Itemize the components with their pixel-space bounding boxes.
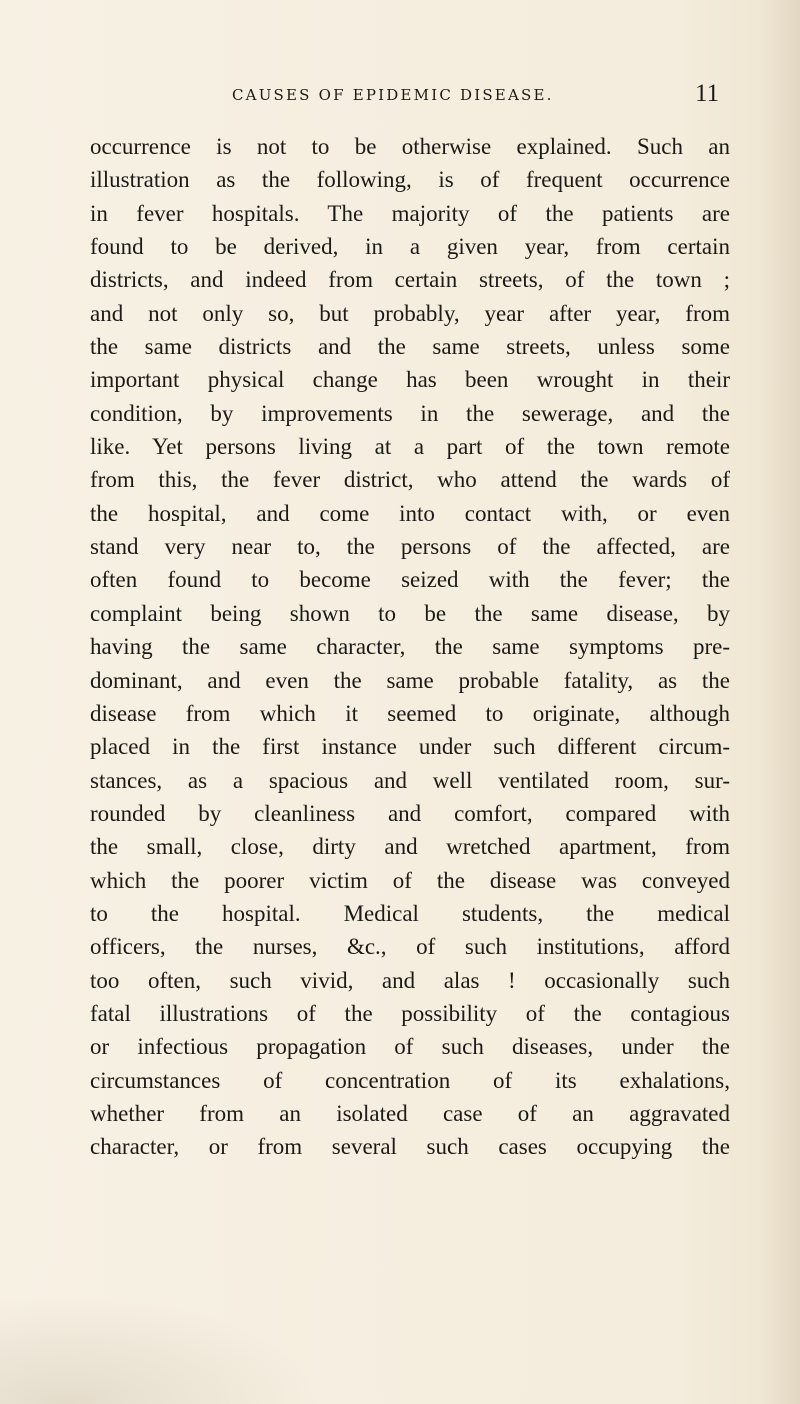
text-line: in fever hospitals. The majority of the patients are <box>90 200 730 226</box>
page-number: 11 <box>695 80 720 107</box>
text-line: the hospital, and come into contact with, or even <box>90 500 730 526</box>
text-line: stances, as a spacious and well ventilated room, sur- <box>90 767 730 793</box>
text-line: districts, and indeed from certain streets, of the town ; <box>90 267 730 293</box>
text-line: from this, the fever district, who attend the wards of <box>90 467 730 493</box>
text-line: fatal illustrations of the possibility of the contagious <box>90 1000 730 1026</box>
text-line: often found to become seized with the fever; the <box>90 567 730 593</box>
page-smudge <box>0 1294 320 1404</box>
text-line: which the poorer victim of the disease was conveyed <box>90 867 730 893</box>
body-text <box>90 130 730 1164</box>
text-line: the same districts and the same streets, unless some <box>90 334 730 360</box>
text-line: the small, close, dirty and wretched apartment, from <box>90 834 730 860</box>
text-line: dominant, and even the same probable fatality, as the <box>90 667 730 693</box>
text-line: disease from which it seemed to originate, although <box>90 700 730 726</box>
text-line: rounded by cleanliness and comfort, compared with <box>90 800 730 826</box>
text-line: character, or from several such cases occupying the <box>90 1134 730 1160</box>
page-edge-shadow <box>760 0 800 1404</box>
text-line: important physical change has been wrought in their <box>90 367 730 393</box>
text-line: officers, the nurses, &c., of such institutions, afford <box>90 934 730 960</box>
text-line: condition, by improvements in the sewerage, and the <box>90 400 730 426</box>
text-line: placed in the first instance under such different circum- <box>90 734 730 760</box>
text-line: found to be derived, in a given year, from certain <box>90 234 730 260</box>
text-line: to the hospital. Medical students, the medical <box>90 900 730 926</box>
text-line: stand very near to, the persons of the affected, are <box>90 534 730 560</box>
text-line: circumstances of concentration of its exhalations, <box>90 1067 730 1093</box>
running-head: CAUSES OF EPIDEMIC DISEASE. <box>232 86 554 104</box>
text-line: and not only so, but probably, year after year, from <box>90 300 730 326</box>
text-line: like. Yet persons living at a part of the town remote <box>90 434 730 460</box>
text-line: having the same character, the same symptoms pre- <box>90 634 730 660</box>
text-line: occurrence is not to be otherwise explained. Such an <box>90 134 730 159</box>
text-line: complaint being shown to be the same disease, by <box>90 600 730 626</box>
text-line: or infectious propagation of such diseases, under the <box>90 1034 730 1060</box>
text-line: illustration as the following, is of frequent occurrence <box>90 167 730 193</box>
text-line: too often, such vivid, and alas ! occasionally such <box>90 967 730 993</box>
text-line: whether from an isolated case of an aggravated <box>90 1100 730 1126</box>
